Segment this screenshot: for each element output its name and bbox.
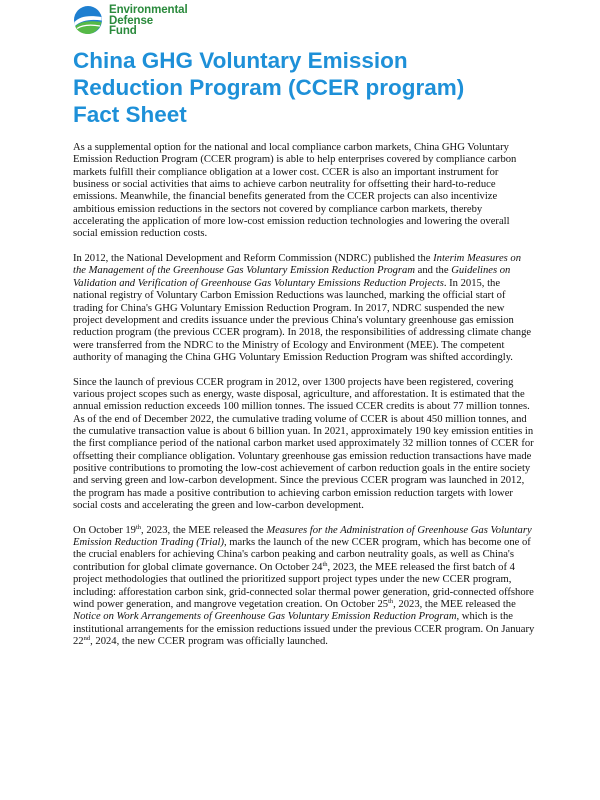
- new-program-text-5: , 2023, the MEE released the: [393, 598, 516, 610]
- edf-logo: [73, 5, 188, 37]
- logo-text-line3: Fund: [109, 25, 137, 37]
- interim-measures-title: Interim Measures on the Management of the Greenhouse Gas Voluntary Emission Reduction Program: [73, 253, 522, 277]
- paragraph-statistics: Since the launch of previous CCER program in 2012, over 1300 projects have been registered, covering various project scopes such as energy, waste disposal, agriculture, and afforestation. It is estimated that the annual emission reduction exceeds 100 million tonnes. The issued CCER credits is about 77 million tonnes. As of the end of December 2022, the cumulative trading volume of CCER is about 450 million tonnes, and the cumulative transaction value is about 6 billion yuan. In 2021, approximately 190 key emission entities in the first compliance period of the national carbon market used approximately 32 million tonnes of CCER for offsetting their compliance obligation. Voluntary greenhouse gas emission reduction transactions have made positive contributions to promoting the low-cost achievement of carbon reduction goals in the entire society and serving green and low-carbon development. Since the previous CCER program was launched in 2012, the program has made a positive contribution to achieving carbon emission reduction targets with lower social costs and accelerating the green and low-carbon development.: [73, 376, 534, 512]
- new-program-text-6: , which is the institutional arrangements for the emission reductions issued under the previous CCER program. On January 22: [73, 611, 535, 647]
- history-text-3: . In 2015, the national registry of Voluntary Carbon Emission Reductions was launched, marking the official start of trading for China's GHG Voluntary Emission Reduction Program. In 2017, NDRC suspended the new project development and credits issuance under the previous China's voluntary greenhouse gas emission reduction program (the previous CCER program). In 2018, the responsibilities of addressing climate change were transferred from the NDRC to the Ministry of Ecology and Environment (MEE). The competent authority of managing the China GHG Voluntary Emission Reduction Program was shifted accordingly.: [73, 277, 532, 363]
- paragraph-new-program: [73, 525, 535, 648]
- page-title: [73, 47, 553, 128]
- ordinal-suffix: th: [135, 523, 142, 531]
- logo-text-line2: Defense: [109, 14, 154, 27]
- title-line-2: Reduction Program (CCER program): [73, 75, 465, 100]
- body-text: [73, 142, 535, 648]
- new-program-text-3: , marks the launch of the new CCER program, which has become one of the crucial enablers for achieving China's carbon peaking and carbon neutrality goals, as well as China's contribution for global climate governance. On October 24: [73, 537, 531, 573]
- new-program-text-7: , 2024, the new CCER program was officially launched.: [90, 635, 328, 647]
- ordinal-suffix: th: [388, 597, 394, 605]
- new-program-text-4: , 2023, the MEE released the first batch of 4 project methodologies that outlined the prioritized support project types under the new CCER program, including: afforestation carbon sink, grid-connected solar thermal power generation, grid-connected offshore wind power generation, and mangrove vegetation creation. On October 25: [73, 561, 534, 610]
- ordinal-suffix: nd: [83, 634, 91, 642]
- notice-title: Notice on Work Arrangements of Greenhouse Gas Voluntary Emission Reduction Program: [73, 611, 457, 623]
- title-line-1: China GHG Voluntary Emission: [73, 48, 408, 73]
- history-text-1: In 2012, the National Development and Reform Commission (NDRC) published the: [73, 253, 434, 265]
- history-text-2: and the: [415, 265, 452, 277]
- guidelines-title: Guidelines on Validation and Verification of Greenhouse Gas Voluntary Emissions Reduction Projects: [73, 265, 511, 289]
- edf-logo-icon: [73, 5, 103, 35]
- paragraph-history: [73, 253, 535, 364]
- new-program-text-1: On October 19: [73, 524, 136, 536]
- paragraph-introduction: As a supplemental option for the national and local compliance carbon markets, China GHG Voluntary Emission Reduction Program (CCER program) is able to help enterprises covered by compliance carbon markets fulfill their compliance obligation at a lower cost. CCER is also an important instrument for business or social activities that aims to achieve carbon neutrality for offsetting their hard-to-reduce emissions. Meanwhile, the financial benefits generated from the CCER projects can also incentivize ambitious emission reductions in the sectors not covered by compliance carbon markets, thereby accelerating the application of more low-cost emission reduction technologies and lowering the overall social emission reduction costs.: [73, 142, 517, 240]
- title-line-3: Fact Sheet: [73, 102, 187, 127]
- new-program-text-2: , 2023, the MEE released the: [141, 524, 267, 536]
- logo-text-line1: Environmental: [109, 4, 188, 16]
- measures-title: Measures for the Administration of Greenhouse Gas Voluntary Emission Reduction Trading (Trial): [73, 524, 532, 549]
- ordinal-suffix: th: [322, 560, 328, 568]
